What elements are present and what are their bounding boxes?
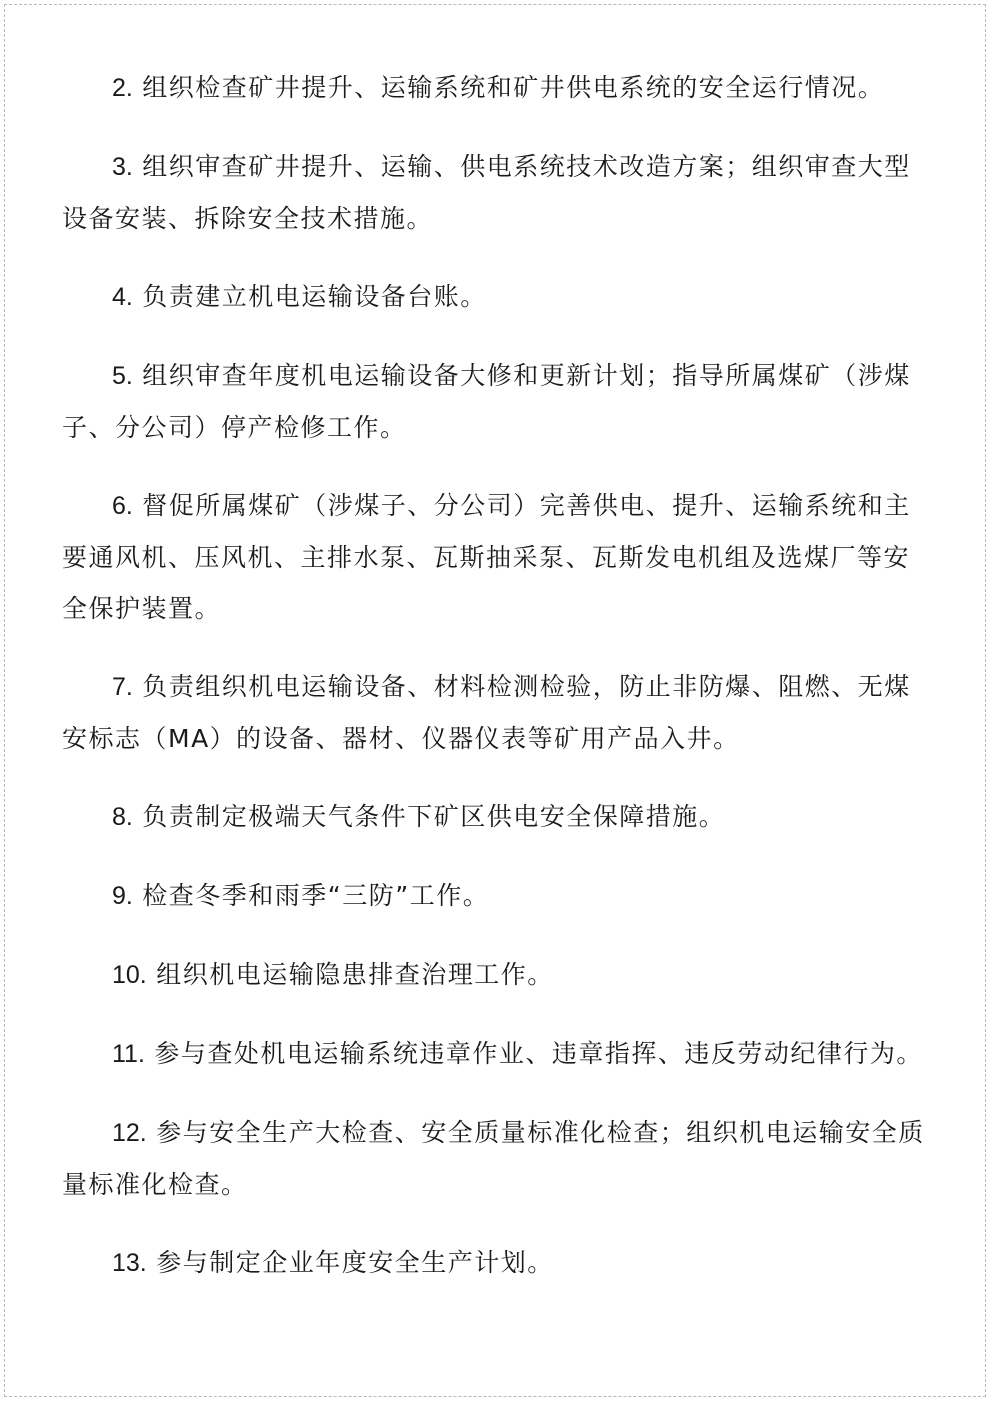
item-number: 2. bbox=[112, 74, 133, 102]
item-text: 负责组织机电运输设备、材料检测检验，防止非防爆、阻燃、无煤安标志（MA）的设备、器材、仪器仪表等矿用产品入井。 bbox=[62, 672, 911, 753]
item-number: 9. bbox=[112, 882, 133, 910]
item-text: 组织机电运输隐患排查治理工作。 bbox=[146, 960, 554, 989]
list-item-11 bbox=[62, 1028, 936, 1080]
item-text: 负责制定极端天气条件下矿区供电安全保障措施。 bbox=[132, 802, 726, 831]
document-body bbox=[62, 62, 936, 1289]
list-item-12 bbox=[62, 1107, 936, 1210]
item-text: 督促所属煤矿（涉煤子、分公司）完善供电、提升、运输系统和主要通风机、压风机、主排水泵、瓦斯抽采泵、瓦斯发电机组及选煤厂等安全保护装置。 bbox=[62, 491, 911, 623]
list-item-8 bbox=[62, 791, 936, 843]
item-text: 检查冬季和雨季“三防”工作。 bbox=[132, 881, 490, 910]
item-text: 组织检查矿井提升、运输系统和矿井供电系统的安全运行情况。 bbox=[132, 73, 885, 102]
item-number: 12. bbox=[112, 1119, 147, 1147]
item-text: 参与制定企业年度安全生产计划。 bbox=[146, 1248, 554, 1277]
item-number: 4. bbox=[112, 283, 133, 311]
list-item-3 bbox=[62, 141, 936, 244]
list-item-6 bbox=[62, 480, 936, 634]
item-number: 5. bbox=[112, 362, 133, 390]
item-number: 13. bbox=[112, 1249, 147, 1277]
item-text: 参与安全生产大检查、安全质量标准化检查；组织机电运输安全质量标准化检查。 bbox=[62, 1118, 925, 1199]
item-number: 6. bbox=[112, 492, 133, 520]
list-item-10 bbox=[62, 949, 936, 1001]
list-item-13 bbox=[62, 1237, 936, 1289]
item-text: 组织审查矿井提升、运输、供电系统技术改造方案；组织审查大型设备安装、拆除安全技术措施。 bbox=[62, 152, 911, 233]
item-text: 负责建立机电运输设备台账。 bbox=[132, 282, 487, 311]
list-item-9 bbox=[62, 870, 936, 922]
item-text: 参与查处机电运输系统违章作业、违章指挥、违反劳动纪律行为。 bbox=[144, 1039, 923, 1068]
list-item-7 bbox=[62, 661, 936, 764]
item-number: 10. bbox=[112, 961, 147, 989]
list-item-2 bbox=[62, 62, 936, 114]
item-number: 11. bbox=[112, 1040, 145, 1068]
item-number: 8. bbox=[112, 803, 133, 831]
item-number: 3. bbox=[112, 153, 133, 181]
list-item-4 bbox=[62, 271, 936, 323]
item-text: 组织审查年度机电运输设备大修和更新计划；指导所属煤矿（涉煤子、分公司）停产检修工作。 bbox=[62, 361, 911, 442]
item-number: 7. bbox=[112, 673, 133, 701]
list-item-5 bbox=[62, 350, 936, 453]
